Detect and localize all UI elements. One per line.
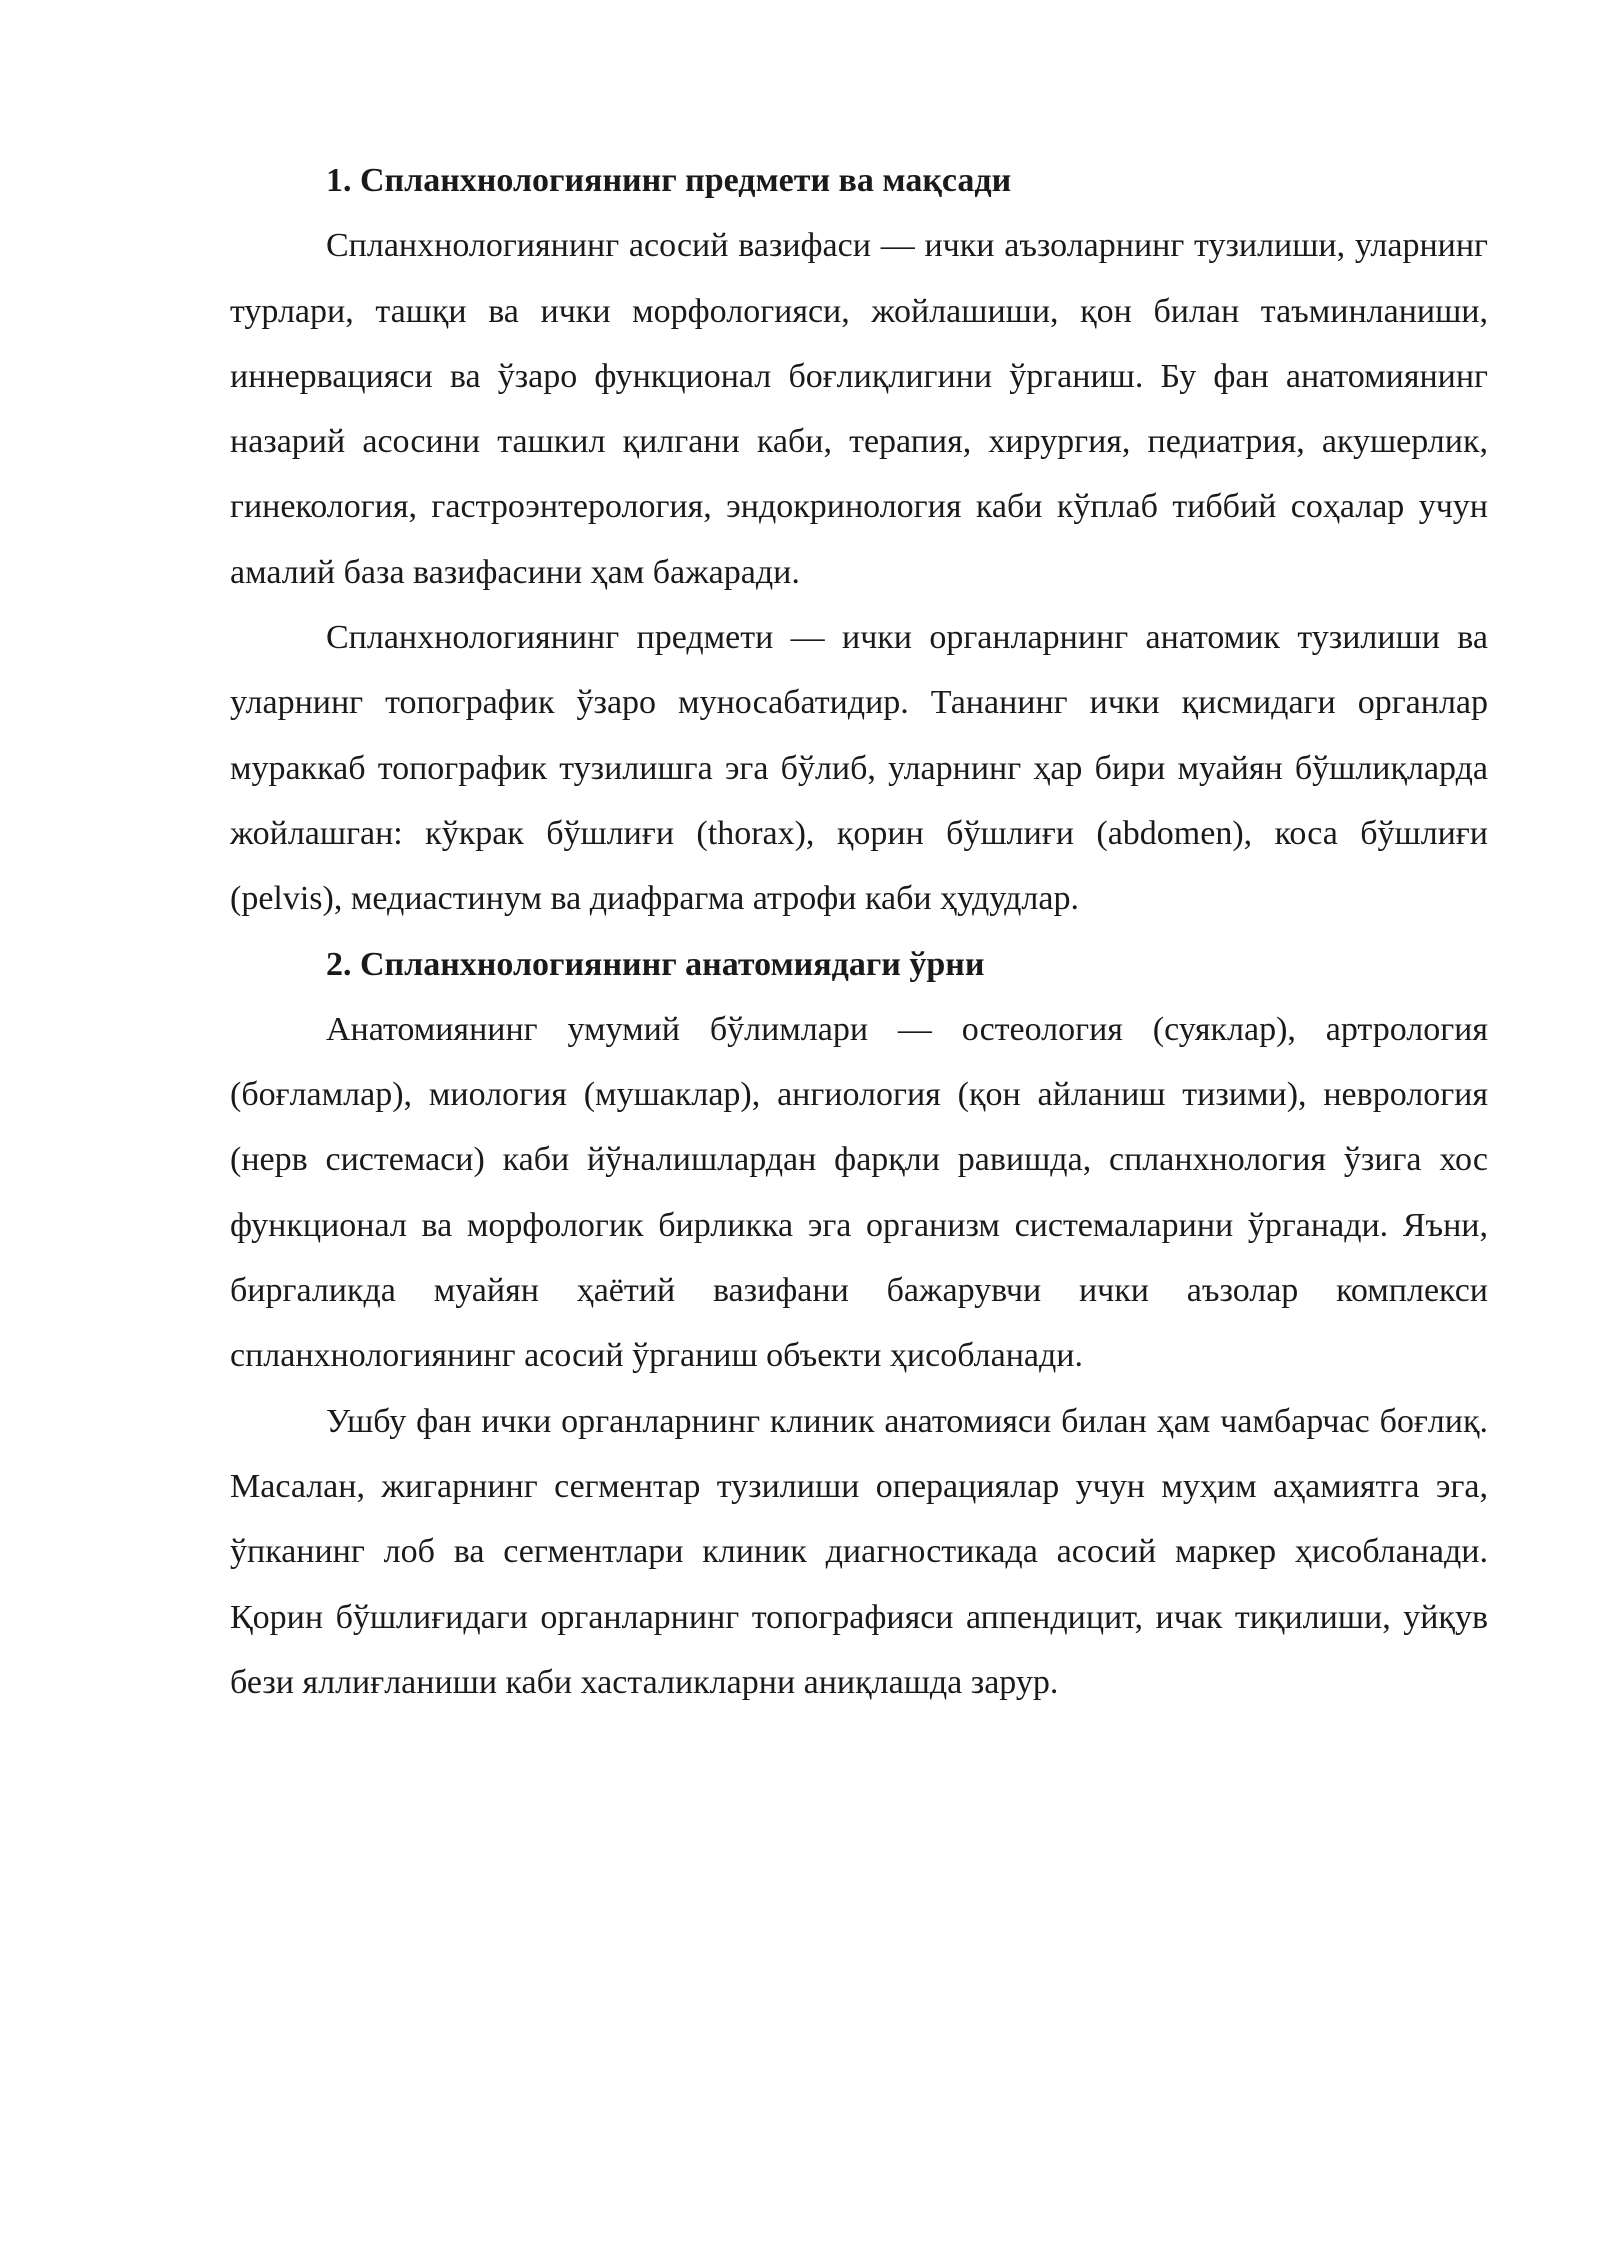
section-2-heading: 2. Спланхнологиянинг анатомиядаги ўрни — [326, 945, 985, 983]
section-1-heading: 1. Спланхнологиянинг предмети ва мақсади — [326, 162, 1012, 199]
section-2-paragraph-2: Ушбу фан ички органларнинг клиник анатомияси билан ҳам чамбарчас боғлиқ. Масалан, жигарнинг сегментар тузилиши операциялар учун муҳим аҳамиятга эга, ўпканинг лоб ва сегментлари клиник диагностикада асосий маркер ҳисобланади. Қорин бўшлиғидаги органларнинг топографияси аппендицит, ичак тиқилиши, уйқув бези яллиғланиши каби хасталикларни аниқлашда зарур. — [230, 1402, 1488, 1701]
document-body — [230, 148, 1488, 1715]
section-1-paragraph-2: Спланхнологиянинг предмети — ички органларнинг анатомик тузилиши ва уларнинг топографик ўзаро муносабатидир. Тананинг ички қисмидаги органлар мураккаб топографик тузилишга эга бўлиб, уларнинг ҳар бири муайян бўшлиқларда жойлашган: кўкрак бўшлиғи (thorax), қорин бўшлиғи (abdomen), коса бўшлиғи (pelvis), медиастинум ва диафрагма атрофи каби ҳудудлар. — [230, 619, 1488, 918]
section-1-paragraph-1: Спланхнологиянинг асосий вазифаси — ички аъзоларнинг тузилиши, уларнинг турлари, ташқи ва ички морфологияси, жойлашиши, қон билан таъминланиши, иннервацияси ва ўзаро функционал боғлиқлигини ўрганиш. Бу фан анатомиянинг назарий асосини ташкил қилгани каби, терапия, хирургия, педиатрия, акушерлик, гинекология, гастроэнтерология, эндокринология каби кўплаб тиббий соҳалар учун амалий база вазифасини ҳам бажаради. — [230, 227, 1488, 591]
section-2-paragraph-1: Анатомиянинг умумий бўлимлари — остеология (суяклар), артрология (боғламлар), миология (мушаклар), ангиология (қон айланиш тизими), неврология (нерв системаси) каби йўналишлардан фарқли равишда, спланхнология ўзига хос функционал ва морфологик бирликка эга организм системаларини ўрганади. Яъни, биргаликда муайян ҳаётий вазифани бажарувчи ички аъзолар комплекси спланхнологиянинг асосий ўрганиш объекти ҳисобланади. — [230, 1010, 1488, 1375]
